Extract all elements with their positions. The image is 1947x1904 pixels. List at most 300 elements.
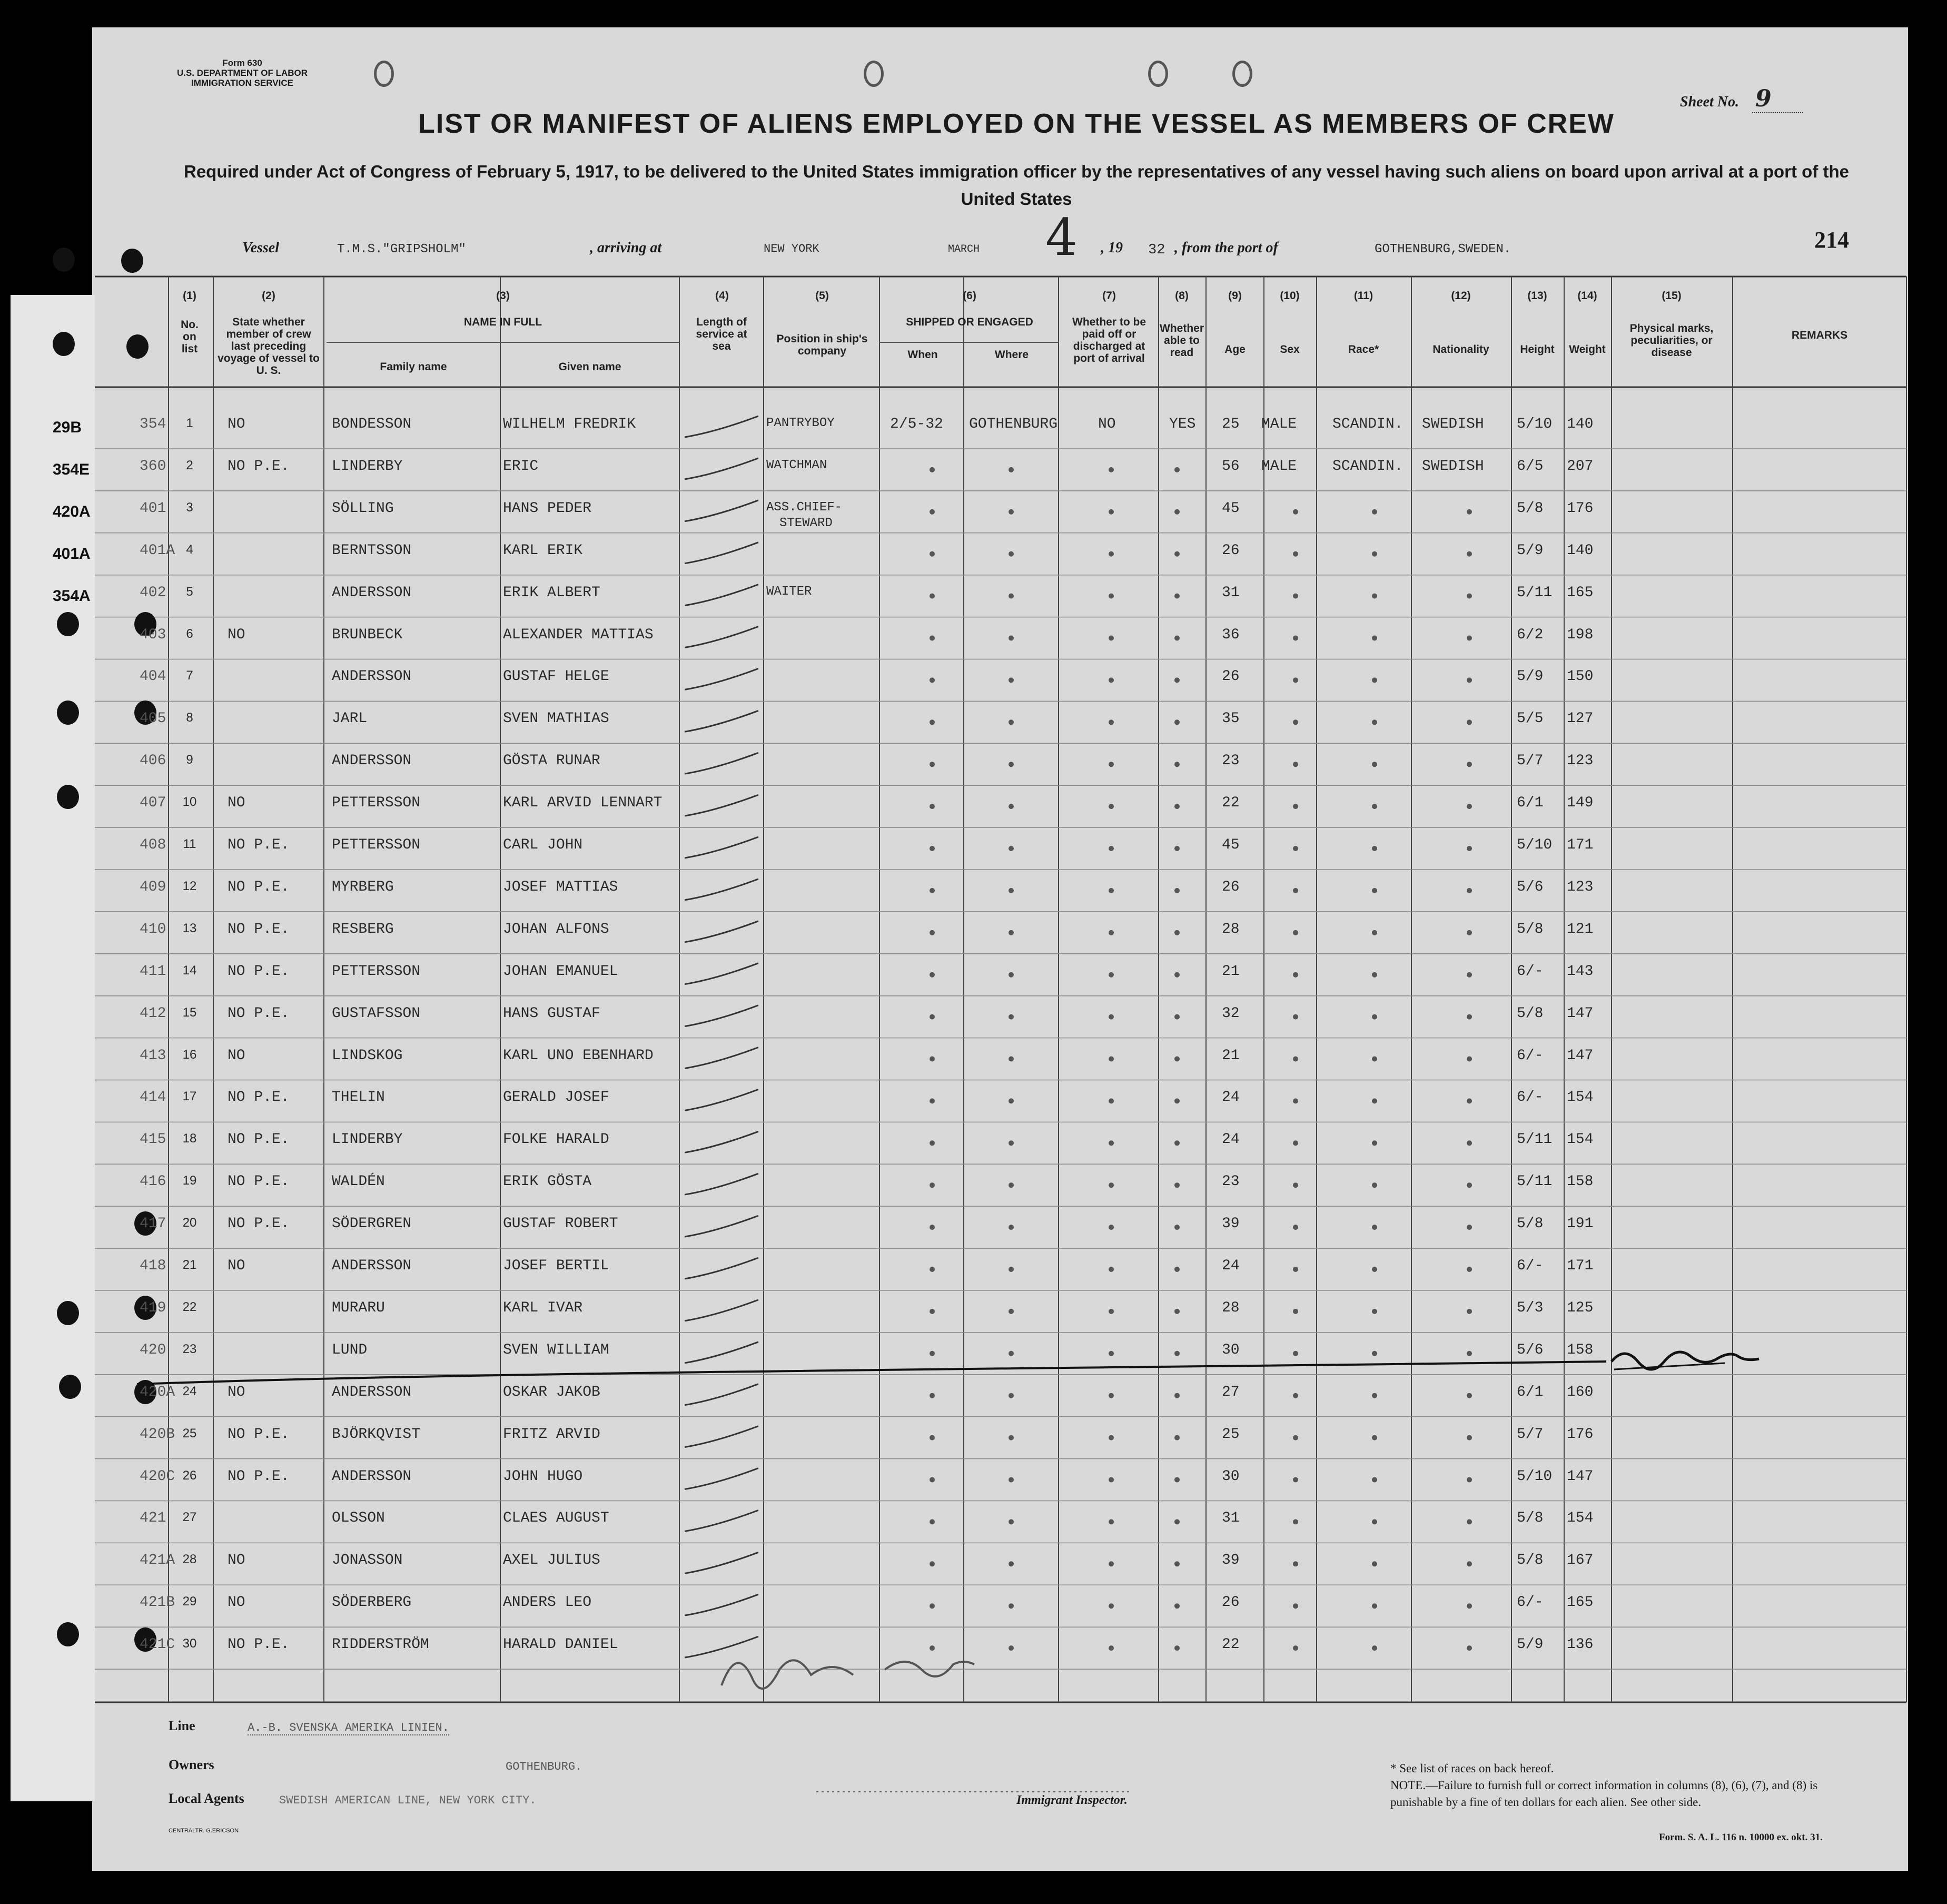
ditto-mark [1009, 467, 1014, 472]
row-weight: 154 [1567, 1131, 1594, 1148]
col7-number: (7) [1102, 290, 1116, 302]
row-margin: 421B [140, 1594, 175, 1611]
ditto-mark [1009, 509, 1014, 515]
ditto-mark [930, 1393, 935, 1398]
service-check-mark [685, 1468, 758, 1489]
row-age: 27 [1222, 1384, 1240, 1400]
row-age: 26 [1222, 1594, 1240, 1611]
ditto-mark [1109, 1603, 1114, 1609]
ditto-mark [1372, 930, 1377, 935]
ditto-mark [1293, 1309, 1298, 1314]
row-position-line2: STEWARD [779, 516, 833, 530]
row-weight: 154 [1567, 1089, 1594, 1106]
punch-hole [57, 1301, 79, 1325]
page-subtitle: Required under Act of Congress of February 5, 1917, to be delivered to the United States immigration officer by the representatives of any vessel having such aliens on board upon arrival at a port of the United States [183, 162, 1849, 209]
ditto-mark [930, 551, 935, 557]
row-prev: NO [228, 416, 245, 432]
ditto-mark [1174, 509, 1180, 515]
ditto-mark [1372, 1309, 1377, 1314]
ditto-mark [1293, 1351, 1298, 1356]
row-family: ANDERSSON [332, 1384, 412, 1400]
ditto-mark [1372, 677, 1377, 683]
ditto-mark [1467, 594, 1472, 599]
row-margin: 415 [140, 1131, 166, 1148]
ditto-mark [1467, 888, 1472, 893]
ditto-mark [1293, 1561, 1298, 1566]
row-no: 28 [182, 1552, 197, 1567]
row-weight: 123 [1567, 753, 1594, 770]
punch-hole [57, 785, 79, 809]
row-family: BERNTSSON [332, 542, 412, 559]
races-note: * See list of races on back hereof. [1390, 1762, 1554, 1775]
row-family: SÖDERBERG [332, 1594, 412, 1611]
service-check-mark [685, 1636, 758, 1658]
row-height: 5/11 [1517, 584, 1553, 601]
ditto-mark [1372, 636, 1377, 641]
row-no: 26 [182, 1468, 197, 1483]
row-family: PETTERSSON [332, 795, 421, 812]
ditto-mark [1009, 1645, 1014, 1651]
row-family: MYRBERG [332, 879, 394, 895]
line-value: A.-B. SVENSKA AMERIKA LINIEN. [248, 1721, 449, 1734]
owners-value: GOTHENBURG. [506, 1760, 582, 1773]
ditto-mark [1372, 1351, 1377, 1356]
row-no: 11 [183, 837, 196, 851]
service-check-mark [685, 1131, 758, 1152]
ditto-mark [1109, 594, 1114, 599]
row-given: ERIC [503, 458, 539, 475]
row-prev: NO P.E. [228, 879, 290, 895]
row-prev: NO P.E. [228, 1005, 290, 1022]
ditto-mark [1293, 1519, 1298, 1524]
ditto-mark [1009, 551, 1014, 557]
row-weight: 171 [1567, 1258, 1594, 1274]
row-height: 5/9 [1517, 668, 1544, 685]
ditto-mark [1009, 1519, 1014, 1524]
row-height: 6/- [1517, 1047, 1544, 1064]
ditto-mark [1372, 1225, 1377, 1230]
ditto-mark [1372, 1435, 1377, 1441]
ditto-mark [930, 846, 935, 851]
col3-number: (3) [496, 290, 510, 302]
ditto-mark [1009, 1225, 1014, 1230]
ditto-mark [930, 1098, 935, 1103]
row-prev: NO [228, 1594, 245, 1611]
col6-number: (6) [963, 290, 976, 302]
ditto-mark [1109, 467, 1114, 472]
ditto-mark [1109, 677, 1114, 683]
service-check-mark [685, 1300, 758, 1321]
ditto-mark [1174, 1267, 1180, 1272]
local-agents-label: Local Agents [169, 1791, 244, 1806]
ditto-mark [1109, 1182, 1114, 1188]
ditto-mark [1009, 677, 1014, 683]
service-check-mark [685, 1384, 758, 1405]
ditto-mark [1109, 1014, 1114, 1020]
row-margin: 416 [140, 1173, 166, 1190]
ditto-mark [1467, 930, 1472, 935]
row-given: GUSTAF ROBERT [503, 1216, 618, 1232]
row-family: JARL [332, 711, 368, 727]
service-check-mark [685, 1216, 758, 1237]
row-sex: MALE [1261, 458, 1297, 475]
row-family: ANDERSSON [332, 753, 412, 770]
row-no: 16 [182, 1047, 197, 1062]
ditto-mark [930, 1519, 935, 1524]
row-weight: 140 [1567, 416, 1594, 432]
ditto-mark [1293, 1645, 1298, 1651]
ditto-mark [1109, 1477, 1114, 1483]
ditto-mark [1174, 888, 1180, 893]
col3-family-header: Family name [380, 361, 447, 373]
ditto-mark [1467, 1561, 1472, 1566]
form-number: Form 630 [222, 58, 262, 68]
col2-header: State whether member of crew last preceding voyage of vessel to U. S. [218, 316, 320, 377]
stamp-number: 214 [1814, 227, 1849, 253]
ditto-mark [1009, 594, 1014, 599]
row-margin: 403 [140, 626, 166, 643]
ditto-mark [1009, 1014, 1014, 1020]
ditto-mark [1372, 1645, 1377, 1651]
row-given: GUSTAF HELGE [503, 668, 609, 685]
ditto-mark [1293, 1098, 1298, 1103]
row-no: 14 [182, 963, 197, 978]
row-family: JONASSON [332, 1552, 403, 1569]
row-prev: NO P.E. [228, 458, 290, 475]
ditto-mark [1372, 594, 1377, 599]
col12-header: Nationality [1432, 343, 1489, 356]
row-height: 5/8 [1517, 1552, 1544, 1569]
ditto-mark [1293, 719, 1298, 725]
col5-number: (5) [815, 290, 829, 302]
col6-when-header: When [907, 349, 938, 361]
ditto-mark [1009, 636, 1014, 641]
ditto-mark [1372, 1182, 1377, 1188]
row-given: FRITZ ARVID [503, 1426, 600, 1443]
row-prev: NO P.E. [228, 1216, 290, 1232]
row-no: 21 [182, 1258, 197, 1272]
year-prefix: , 19 [1101, 240, 1123, 256]
row-margin: 411 [140, 963, 166, 980]
ditto-mark [1467, 1519, 1472, 1524]
service-check-mark [685, 500, 758, 521]
ditto-mark [930, 1309, 935, 1314]
row-age: 22 [1222, 795, 1240, 812]
ditto-mark [1009, 1057, 1014, 1062]
row-age: 25 [1222, 1426, 1240, 1443]
ditto-mark [1372, 888, 1377, 893]
row-given: HANS GUSTAF [503, 1005, 600, 1022]
ditto-mark [1467, 1182, 1472, 1188]
punch-hole [59, 1375, 81, 1399]
row-weight: 150 [1567, 668, 1594, 685]
ditto-mark [1467, 972, 1472, 978]
ditto-mark [1372, 846, 1377, 851]
ditto-mark [1467, 1477, 1472, 1483]
ditto-mark [1372, 1477, 1377, 1483]
punch-hole [53, 332, 75, 356]
ditto-mark [1293, 1014, 1298, 1020]
row-family: MURARU [332, 1299, 385, 1316]
service-check-mark [685, 627, 758, 648]
col9-header: Age [1224, 343, 1246, 356]
row-family: BJÖRKQVIST [332, 1426, 421, 1443]
ditto-mark [930, 1182, 935, 1188]
row-no: 25 [182, 1426, 197, 1441]
row-height: 5/11 [1517, 1173, 1553, 1190]
ditto-mark [1174, 636, 1180, 641]
ditto-mark [930, 1140, 935, 1146]
col9-number: (9) [1228, 290, 1242, 302]
row-position: ASS.CHIEF- [766, 500, 843, 515]
ditto-mark [1174, 846, 1180, 851]
ditto-mark [930, 467, 935, 472]
row-race: SCANDIN. [1332, 458, 1404, 475]
ditto-mark [1109, 1225, 1114, 1230]
service-check-mark [685, 1342, 758, 1363]
row-margin: 401A [140, 542, 175, 559]
row-height: 5/8 [1517, 1005, 1544, 1022]
row-given: JOHAN EMANUEL [503, 963, 618, 980]
row-margin: 419 [140, 1299, 166, 1316]
row-age: 26 [1222, 668, 1240, 685]
row-family: GUSTAFSSON [332, 1005, 421, 1022]
ditto-mark [1174, 1519, 1180, 1524]
row-age: 28 [1222, 921, 1240, 938]
row-family: ANDERSSON [332, 668, 412, 685]
row-height: 5/8 [1517, 921, 1544, 938]
row-given: GÖSTA RUNAR [503, 753, 600, 770]
penalty-note: NOTE.—Failure to furnish full or correct information in columns (8), (6), (7), and (8) is punishable by a fine of ten dollars for each alien. See other side. [1390, 1779, 1818, 1809]
row-margin: 413 [140, 1047, 166, 1064]
vessel-label: Vessel [242, 240, 279, 256]
row-age: 32 [1222, 1005, 1240, 1022]
department-name: U.S. DEPARTMENT OF LABOR [176, 68, 308, 78]
ditto-mark [1174, 1182, 1180, 1188]
row-height: 5/6 [1517, 879, 1544, 895]
ditto-mark [1109, 846, 1114, 851]
service-check-mark [685, 711, 758, 732]
row-no: 29 [182, 1594, 197, 1609]
row-family: LUND [332, 1341, 368, 1358]
row-height: 5/8 [1517, 500, 1544, 517]
row-no: 27 [182, 1510, 197, 1525]
ditto-mark [1293, 1057, 1298, 1062]
service-check-mark [685, 837, 758, 858]
row-age: 24 [1222, 1131, 1240, 1148]
row-age: 24 [1222, 1258, 1240, 1274]
row-family: LINDERBY [332, 1131, 403, 1148]
row-family: LINDERBY [332, 458, 403, 475]
row-age: 45 [1222, 837, 1240, 853]
row-age: 22 [1222, 1636, 1240, 1653]
ditto-mark [1467, 677, 1472, 683]
row-weight: 125 [1567, 1299, 1594, 1316]
ditto-mark [1009, 1435, 1014, 1441]
row-given: ERIK GÖSTA [503, 1173, 592, 1190]
ditto-mark [1467, 804, 1472, 809]
row-sex: MALE [1261, 416, 1297, 432]
ditto-mark [1467, 1267, 1472, 1272]
row-prev: NO P.E. [228, 921, 290, 938]
punch-hole [53, 248, 75, 272]
ditto-mark [930, 1267, 935, 1272]
ditto-mark [1174, 1393, 1180, 1398]
ditto-mark [1174, 677, 1180, 683]
row-margin: 420B [140, 1426, 175, 1443]
ditto-mark [1009, 1309, 1014, 1314]
row-given: KARL UNO EBENHARD [503, 1047, 654, 1064]
row-no: 1 [186, 416, 193, 430]
row-no: 4 [186, 542, 193, 557]
service-check-mark [685, 1426, 758, 1447]
row-height: 5/9 [1517, 542, 1544, 559]
ditto-mark [1009, 1603, 1014, 1609]
row-prev: NO P.E. [228, 1468, 290, 1485]
punch-hole [126, 334, 149, 359]
ditto-mark [1009, 1477, 1014, 1483]
ditto-mark [1293, 1140, 1298, 1146]
row-family: WALDÉN [332, 1173, 385, 1190]
row-margin: 421C [140, 1636, 175, 1653]
row-no: 13 [182, 921, 197, 935]
row-age: 35 [1222, 711, 1240, 727]
ditto-mark [1372, 972, 1377, 978]
row-prev: NO P.E. [228, 1131, 290, 1148]
row-height: 5/5 [1517, 711, 1544, 727]
col7-header: Whether to be paid off or discharged at port of arrival [1072, 316, 1146, 364]
row-no: 17 [182, 1089, 197, 1104]
ditto-mark [1174, 1351, 1180, 1356]
ditto-mark [1109, 972, 1114, 978]
margin-tag: 29B [53, 419, 82, 436]
ditto-mark [1293, 1477, 1298, 1483]
row-prev: NO [228, 1384, 245, 1400]
row-prev: NO P.E. [228, 1426, 290, 1443]
row-given: WILHELM FREDRIK [503, 416, 636, 432]
row-no: 20 [182, 1216, 197, 1230]
row-prev: NO P.E. [228, 1636, 290, 1653]
row-given: GERALD JOSEF [503, 1089, 609, 1106]
ditto-mark [930, 677, 935, 683]
binder-ring [374, 61, 394, 87]
col5-header: Position in ship's company [776, 333, 868, 357]
row-height: 5/10 [1517, 416, 1553, 432]
col11-number: (11) [1353, 290, 1373, 302]
ditto-mark [1009, 846, 1014, 851]
ditto-mark [930, 1014, 935, 1020]
row-no: 18 [182, 1131, 197, 1146]
row-weight: 165 [1567, 1594, 1594, 1611]
ditto-mark [1467, 846, 1472, 851]
ditto-mark [930, 1477, 935, 1483]
col15-number: (15) [1662, 290, 1682, 302]
row-no: 3 [186, 500, 193, 515]
ditto-mark [1109, 719, 1114, 725]
ditto-mark [1293, 1435, 1298, 1441]
ditto-mark [1174, 467, 1180, 472]
ditto-mark [1293, 804, 1298, 809]
row-age: 24 [1222, 1089, 1240, 1106]
ditto-mark [1009, 1267, 1014, 1272]
row-age: 56 [1222, 458, 1240, 475]
ditto-mark [1009, 719, 1014, 725]
row-height: 5/10 [1517, 1468, 1553, 1485]
ditto-mark [1293, 636, 1298, 641]
row-prev: NO P.E. [228, 963, 290, 980]
row-where: GOTHENBURG [969, 416, 1058, 432]
row-margin: 402 [140, 584, 166, 601]
row-family: OLSSON [332, 1510, 385, 1527]
ditto-mark [1293, 594, 1298, 599]
ditto-mark [1109, 1309, 1114, 1314]
ditto-mark [1174, 1140, 1180, 1146]
row-age: 30 [1222, 1341, 1240, 1358]
ditto-mark [1467, 1140, 1472, 1146]
row-margin: 406 [140, 753, 166, 770]
ditto-mark [1109, 509, 1114, 515]
row-margin: 420C [140, 1468, 175, 1485]
row-weight: 140 [1567, 542, 1594, 559]
ditto-mark [1109, 1561, 1114, 1566]
ditto-mark [1109, 1098, 1114, 1103]
row-age: 31 [1222, 584, 1240, 601]
ditto-mark [1293, 1393, 1298, 1398]
service-check-mark [685, 1258, 758, 1279]
ditto-mark [1372, 1140, 1377, 1146]
col2-number: (2) [262, 290, 275, 302]
ditto-mark [1293, 1603, 1298, 1609]
row-family: THELIN [332, 1089, 385, 1106]
service-check-mark [685, 585, 758, 606]
col10-header: Sex [1280, 343, 1300, 356]
row-margin: 412 [140, 1005, 166, 1022]
col15-header: Physical marks, peculiarities, or disease [1629, 322, 1714, 359]
ditto-mark [1109, 1645, 1114, 1651]
ditto-mark [1467, 1057, 1472, 1062]
ditto-mark [1174, 551, 1180, 557]
row-prev: NO [228, 795, 245, 812]
row-family: PETTERSSON [332, 837, 421, 853]
col4-number: (4) [715, 290, 729, 302]
ditto-mark [1174, 930, 1180, 935]
ditto-mark [930, 1603, 935, 1609]
ditto-mark [1372, 1393, 1377, 1398]
col12-number: (12) [1451, 290, 1471, 302]
ditto-mark [1174, 972, 1180, 978]
col1-header: No. on list [181, 319, 199, 355]
ditto-mark [1109, 1393, 1114, 1398]
row-margin: 410 [140, 921, 166, 938]
line-label: Line [169, 1718, 195, 1733]
row-age: 26 [1222, 542, 1240, 559]
service-check-mark [685, 1552, 758, 1573]
row-weight: 121 [1567, 921, 1594, 938]
row-family: ANDERSSON [332, 584, 412, 601]
binder-ring [1148, 61, 1168, 87]
row-age: 30 [1222, 1468, 1240, 1485]
row-margin: 401 [140, 500, 166, 517]
row-read: YES [1169, 416, 1196, 432]
ditto-mark [1372, 719, 1377, 725]
row-height: 5/7 [1517, 753, 1544, 770]
ditto-mark [1174, 762, 1180, 767]
ditto-mark [1174, 594, 1180, 599]
row-prev: NO P.E. [228, 1173, 290, 1190]
row-weight: 136 [1567, 1636, 1594, 1653]
ditto-mark [930, 804, 935, 809]
ditto-mark [1293, 972, 1298, 978]
